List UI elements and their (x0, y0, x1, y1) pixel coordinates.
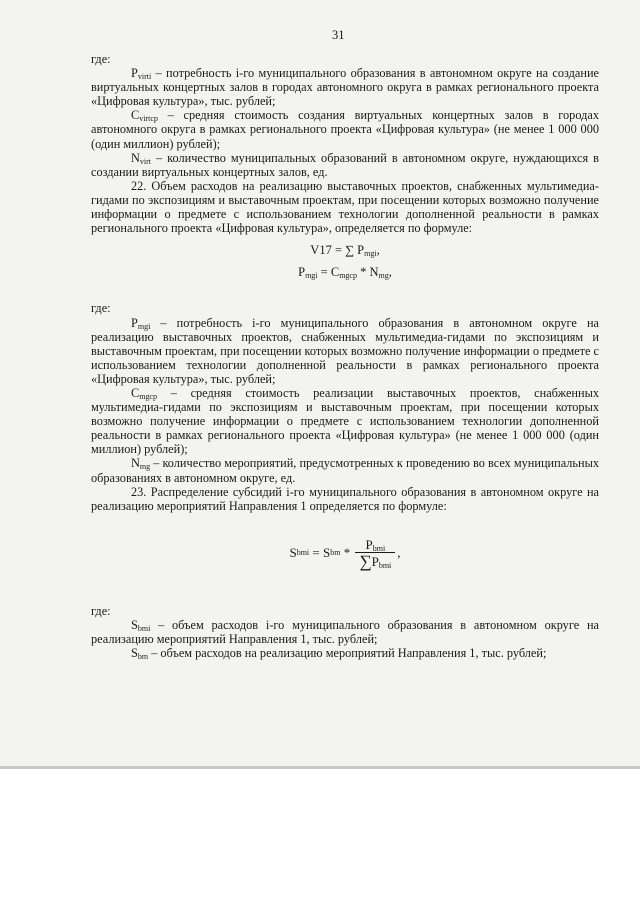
definition-c-mgcp (91, 386, 599, 456)
where-label: где: (91, 52, 111, 66)
sum-sign: ∑ (345, 243, 355, 258)
fraction-denominator (355, 552, 395, 570)
symbol: N (131, 456, 140, 471)
definition-p-virti (91, 66, 599, 108)
definition-n-mg (91, 456, 599, 484)
formula-operator: * (340, 545, 354, 561)
definition-c-virtcp (91, 108, 599, 150)
subscript: mgср (139, 391, 157, 401)
formula-subscript: mg (378, 271, 389, 281)
formula-v17 (91, 243, 599, 257)
subscript: mgi (137, 321, 151, 331)
definition-text: – средняя стоимость создания виртуальных концертных залов в городах автономного округа в рамках регионального проекта «Цифровая культура» (не менее 1 000 000 (один миллион) рублей); (91, 108, 599, 151)
formula-subscript: bmi (372, 543, 386, 553)
definition-text: – объем расходов на реализацию мероприятий Направления 1, тыс. рублей; (148, 646, 547, 661)
formula-s-bmi: S bmi = S bm * $\frac{P_{bmi}}{\sum P_{bmi}}$ , (289, 536, 401, 571)
formula-equals: = (317, 265, 331, 280)
formula-symbol: P (371, 553, 379, 569)
definition-text: – потребность i-го муниципального образования в автономном округе на создание виртуальных концертных залов в городах автономного округа в рамках регионального проекта «Цифровая культура», тыс. рублей; (91, 66, 599, 109)
formula-equals: = (309, 545, 323, 561)
definition-n-virt (91, 151, 599, 179)
symbol: S (131, 646, 138, 661)
formula-operator: * (356, 265, 370, 280)
formula-symbol: P (298, 265, 306, 280)
subscript: bmi (137, 623, 151, 633)
symbol: P (131, 315, 138, 330)
symbol: C (131, 385, 140, 400)
subscript: virti (137, 72, 152, 82)
where-label: где: (91, 603, 111, 618)
formula-symbol: N (369, 265, 379, 280)
definition-text: – средняя стоимость реализации выставочных проектов, снабженных мультимедиа-гидами по экспозициям и выставочным проектам, при посещении которых возможно получение информации о предмете с использованием технологии дополненной реальности в рамках регионального проекта «Цифровая культура» (не менее 1 000 000 (один миллион) рублей); (91, 385, 599, 457)
formula-symbol: P (354, 243, 365, 258)
where-label: где: (91, 301, 111, 316)
symbol: P (131, 66, 138, 81)
scan-bottom-edge (0, 766, 640, 769)
formula-subscript: bmi (378, 560, 392, 570)
formula-p-mgi (91, 265, 599, 279)
fraction (355, 537, 395, 570)
symbol: S (131, 617, 138, 632)
formula-subscript: mgi (305, 271, 318, 281)
subscript: virt (139, 156, 151, 166)
formula-end: , (388, 265, 392, 280)
paragraph-item-23: 23. Распределение субсидий i-го муниципального образования в автономном округе на реализацию мероприятий Направления 1 определяется по формуле: (91, 484, 599, 513)
formula-symbol: S (289, 545, 297, 561)
formula-symbol: P (365, 536, 373, 552)
formula-subscript: mgi (364, 249, 377, 259)
formula-lhs: V17 = (310, 243, 346, 258)
symbol: N (131, 150, 140, 165)
definition-text: – объем расходов i-го муниципального образования в автономном округе на реализацию мероприятий Направления 1, тыс. рублей; (91, 617, 599, 646)
definition-p-mgi (91, 316, 599, 386)
sum-sign: ∑ (359, 551, 372, 571)
subscript: bm (137, 652, 149, 662)
subscript: mg (139, 462, 151, 472)
definition-text: – количество мероприятий, предусмотренных к проведению во всех муниципальных образованиях в автономном округе, ед. (91, 456, 599, 485)
formula-symbol: S (323, 545, 331, 561)
definition-text: – потребность i-го муниципального образования в автономном округе на реализацию выставочных проектов, снабженных мультимедиа-гидами по экспозициям и выставочным проектам, при посещении которых возможно получение информации о предмете с использованием технологии дополненной реальности в рамках регионального проекта «Цифровая культура», тыс. рублей; (91, 315, 599, 386)
paragraph-item-22: 22. Объем расходов на реализацию выставочных проектов, снабженных мультимедиа-гидами по экспозициям и выставочным проектам, при посещении которых возможно получение информации о предмете с использованием технологии дополненной реальности в рамках регионального проекта «Цифровая культура», определяется по формуле: (91, 178, 599, 236)
definition-text: – количество муниципальных образований в автономном округе, нуждающихся в создании виртуальных концертных залов, ед. (91, 150, 599, 179)
formula-symbol: C (330, 265, 340, 280)
fraction-numerator (362, 537, 390, 552)
definition-s-bmi (91, 618, 599, 646)
subscript: virtср (139, 114, 158, 124)
formula-end: , (397, 545, 401, 561)
symbol: C (131, 108, 140, 123)
document-body (91, 40, 599, 660)
formula-end: , (376, 243, 380, 258)
page-number: 31 (332, 28, 345, 42)
formula-subscript: mgср (339, 271, 357, 281)
definition-s-bm (91, 646, 599, 660)
